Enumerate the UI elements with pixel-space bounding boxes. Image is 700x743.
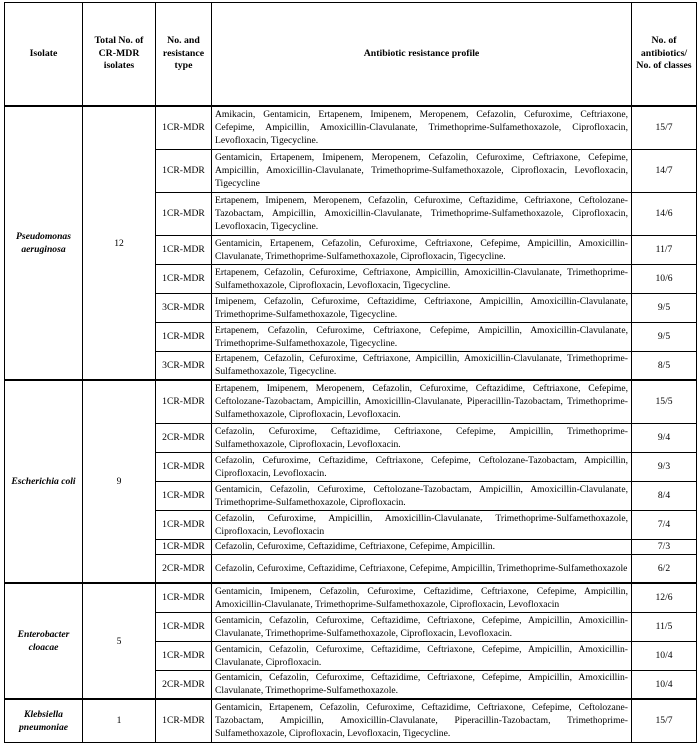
- antibiotic-class-count: 7/4: [632, 510, 697, 539]
- resistance-profile: Amikacin, Gentamicin, Ertapenem, Imipenem, Meropenem, Cefazolin, Cefuroxime, Ceftriaxone, Cefepime, Ampicillin, Amoxicillin-Clavulanate, Trimethoprime-Sulfamethoxazole, Ciprofloxacin, Levofloxacin, Tigecycline.: [212, 106, 632, 149]
- resistance-type: 1CR-MDR: [156, 583, 212, 612]
- table-row: [5, 699, 697, 742]
- antibiotic-class-count: 15/7: [632, 699, 697, 742]
- resistance-profile: Cefazolin, Cefuroxime, Ceftazidime, Ceftriaxone, Cefepime, Ampicillin, Trimethoprime-Sulfamethoxazole: [212, 554, 632, 583]
- resistance-type: 3CR-MDR: [156, 351, 212, 380]
- resistance-profile-table: [4, 2, 697, 743]
- resistance-profile: Gentamicin, Cefazolin, Cefuroxime, Ceftazidime, Ceftriaxone, Cefepime, Ampicillin, Amoxicillin-Clavulanate, Ciprofloxacin.: [212, 641, 632, 670]
- header-type: No. and resistance type: [156, 3, 212, 107]
- total-isolates: 5: [83, 583, 156, 699]
- resistance-type: 1CR-MDR: [156, 699, 212, 742]
- resistance-type: 2CR-MDR: [156, 423, 212, 452]
- resistance-type: 1CR-MDR: [156, 380, 212, 423]
- resistance-type: 2CR-MDR: [156, 670, 212, 699]
- resistance-type: 1CR-MDR: [156, 612, 212, 641]
- total-isolates: 12: [83, 106, 156, 380]
- resistance-profile: Ertapenem, Cefazolin, Cefuroxime, Ceftriaxone, Ampicillin, Amoxicillin-Clavulanate, Trimethoprime-Sulfamethoxazole, Tigecycline.: [212, 351, 632, 380]
- resistance-type: 1CR-MDR: [156, 235, 212, 264]
- total-isolates: 9: [83, 380, 156, 583]
- antibiotic-class-count: 11/7: [632, 235, 697, 264]
- isolate-name: Pseudomonas aeruginosa: [5, 106, 83, 380]
- antibiotic-class-count: 14/7: [632, 149, 697, 192]
- resistance-type: 1CR-MDR: [156, 264, 212, 293]
- table-row: [5, 380, 697, 423]
- header-isolate: Isolate: [5, 3, 83, 107]
- resistance-profile: Cefazolin, Cefuroxime, Ampicillin, Amoxicillin-Clavulanate, Trimethoprime-Sulfamethoxazole, Ciprofloxacin, Levofloxacin: [212, 510, 632, 539]
- resistance-type: 3CR-MDR: [156, 293, 212, 322]
- resistance-type: 1CR-MDR: [156, 106, 212, 149]
- table-row: [5, 583, 697, 612]
- resistance-type: 1CR-MDR: [156, 539, 212, 554]
- resistance-profile: Gentamicin, Cefazolin, Cefuroxime, Ceftazidime, Ceftriaxone, Cefepime, Ampicillin, Amoxicillin-Clavulanate, Trimethoprime-Sulfamethoxazole.: [212, 670, 632, 699]
- header-profile: Antibiotic resistance profile: [212, 3, 632, 107]
- antibiotic-class-count: 6/2: [632, 554, 697, 583]
- resistance-type: 2CR-MDR: [156, 554, 212, 583]
- resistance-profile: Ertapenem, Cefazolin, Cefuroxime, Ceftriaxone, Ampicillin, Amoxicillin-Clavulanate, Trimethoprime-Sulfamethoxazole, Ciprofloxacin, Levofloxacin, Tigecycline.: [212, 264, 632, 293]
- resistance-profile: Ertapenem, Cefazolin, Cefuroxime, Ceftriaxone, Cefepime, Ampicillin, Amoxicillin-Clavulanate, Trimethoprime-Sulfamethoxazole, Tigecycline.: [212, 322, 632, 351]
- resistance-profile: Cefazolin, Cefuroxime, Ceftazidime, Ceftriaxone, Cefepime, Ampicillin.: [212, 539, 632, 554]
- resistance-profile: Cefazolin, Cefuroxime, Ceftazidime, Ceftriaxone, Cefepime, Ceftolozane-Tazobactam, Ampicillin, Ciprofloxacin, Levofloxacin.: [212, 452, 632, 481]
- resistance-profile: Ertapenem, Imipenem, Meropenem, Cefazolin, Cefuroxime, Ceftazidime, Ceftriaxone, Ceftolozane-Tazobactam, Ampicillin, Amoxicillin-Clavulanate, Trimethoprime-Sulfamethoxazole, Ciprofloxacin, Levofloxacin, Tigecycline.: [212, 192, 632, 235]
- resistance-type: 1CR-MDR: [156, 510, 212, 539]
- antibiotic-class-count: 9/3: [632, 452, 697, 481]
- antibiotic-class-count: 9/5: [632, 322, 697, 351]
- resistance-type: 1CR-MDR: [156, 192, 212, 235]
- resistance-type: 1CR-MDR: [156, 149, 212, 192]
- antibiotic-class-count: 15/7: [632, 106, 697, 149]
- resistance-profile: Gentamicin, Ertapenem, Cefazolin, Cefuroxime, Ceftazidime, Ceftriaxone, Cefepime, Ceftolozane-Tazobactam, Ampicillin, Amoxicillin-Clavulanate, Piperacillin-Tazobactam, Trimethoprime-Sulfamethoxazole, Ciprofloxacin, Levofloxacin, Tigecycline.: [212, 699, 632, 742]
- resistance-type: 1CR-MDR: [156, 322, 212, 351]
- total-isolates: 1: [83, 699, 156, 742]
- resistance-profile: Imipenem, Cefazolin, Cefuroxime, Ceftazidime, Ceftriaxone, Ampicillin, Amoxicillin-Clavulanate, Trimethoprime-Sulfamethoxazole, Tigecycline.: [212, 293, 632, 322]
- antibiotic-class-count: 10/6: [632, 264, 697, 293]
- isolate-name: Escherichia coli: [5, 380, 83, 583]
- resistance-profile: Gentamicin, Cefazolin, Cefuroxime, Ceftolozane-Tazobactam, Ampicillin, Amoxicillin-Clavulanate, Trimethoprime-Sulfamethoxazole, Ciprofloxacin.: [212, 481, 632, 510]
- table-row: [5, 106, 697, 149]
- antibiotic-class-count: 10/4: [632, 670, 697, 699]
- isolate-name: Enterobacter cloacae: [5, 583, 83, 699]
- resistance-profile: Cefazolin, Cefuroxime, Ceftazidime, Ceftriaxone, Cefepime, Ampicillin, Trimethoprime-Sulfamethoxazole, Ciprofloxacin, Levofloxacin.: [212, 423, 632, 452]
- resistance-profile: Gentamicin, Imipenem, Cefazolin, Cefuroxime, Ceftazidime, Ceftriaxone, Cefepime, Ampicillin, Amoxicillin-Clavulanate, Trimethoprime-Sulfamethoxazole, Ciprofloxacin, Levofloxacin: [212, 583, 632, 612]
- isolate-name: Klebsiella pneumoniae: [5, 699, 83, 742]
- antibiotic-class-count: 8/5: [632, 351, 697, 380]
- resistance-type: 1CR-MDR: [156, 481, 212, 510]
- antibiotic-class-count: 8/4: [632, 481, 697, 510]
- antibiotic-class-count: 9/5: [632, 293, 697, 322]
- antibiotic-class-count: 7/3: [632, 539, 697, 554]
- table-body: [5, 106, 697, 742]
- header-total: Total No. of CR-MDR isolates: [83, 3, 156, 107]
- header-row: [5, 3, 697, 107]
- resistance-profile: Ertapenem, Imipenem, Meropenem, Cefazolin, Cefuroxime, Ceftazidime, Ceftriaxone, Cefepime, Ceftolozane-Tazobactam, Ampicillin, Amoxicillin-Clavulanate, Piperacillin-Tazobactam, Trimethoprime-Sulfamethoxazole, Ciprofloxacin, Levofloxacin.: [212, 380, 632, 423]
- resistance-profile: Gentamicin, Ertapenem, Imipenem, Meropenem, Cefazolin, Cefuroxime, Ceftriaxone, Cefepime, Ampicillin, Amoxicillin-Clavulanate, Trimethoprime-Sulfamethoxazole, Ciprofloxacin, Levofloxacin, Tigecycline: [212, 149, 632, 192]
- antibiotic-class-count: 9/4: [632, 423, 697, 452]
- antibiotic-class-count: 11/5: [632, 612, 697, 641]
- resistance-profile: Gentamicin, Cefazolin, Cefuroxime, Ceftazidime, Ceftriaxone, Cefepime, Ampicillin, Amoxicillin-Clavulanate, Trimethoprime-Sulfamethoxazole, Ciprofloxacin, Levofloxacin.: [212, 612, 632, 641]
- resistance-type: 1CR-MDR: [156, 641, 212, 670]
- resistance-type: 1CR-MDR: [156, 452, 212, 481]
- antibiotic-class-count: 12/6: [632, 583, 697, 612]
- resistance-profile: Gentamicin, Ertapenem, Cefazolin, Cefuroxime, Ceftriaxone, Cefepime, Ampicillin, Amoxicillin-Clavulanate, Trimethoprime-Sulfamethoxazole, Ciprofloxacin, Tigecycline.: [212, 235, 632, 264]
- antibiotic-class-count: 15/5: [632, 380, 697, 423]
- header-count: No. of antibiotics/ No. of classes: [632, 3, 697, 107]
- antibiotic-class-count: 14/6: [632, 192, 697, 235]
- antibiotic-class-count: 10/4: [632, 641, 697, 670]
